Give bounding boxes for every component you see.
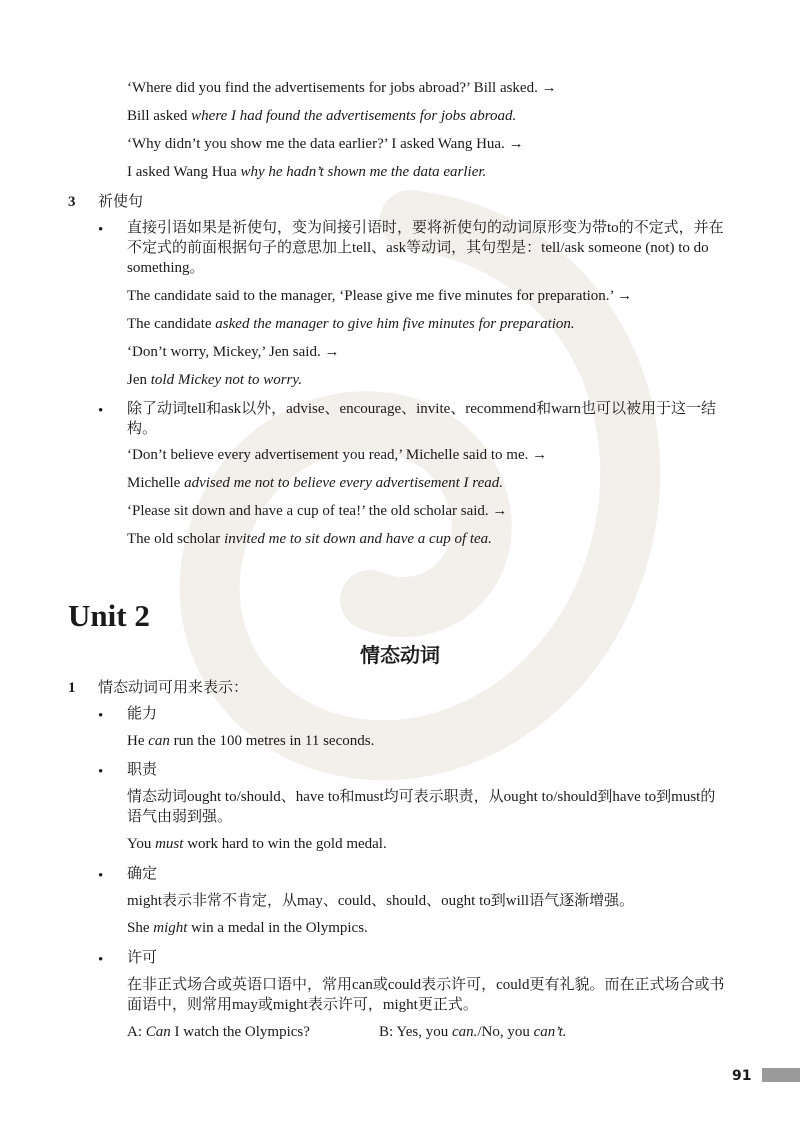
label-permission: 许可: [127, 950, 158, 966]
example-italic: why he hadn’t shown me the data earlier.: [240, 164, 487, 180]
example-italic: must: [155, 836, 184, 852]
example-text: Bill asked: [127, 108, 192, 124]
example-permission-a: [127, 1022, 310, 1042]
example-italic: invited me to sit down and have a cup of tea.: [224, 531, 492, 547]
example-reported-imperative-3: [127, 473, 503, 493]
example-text: The old scholar: [127, 531, 225, 547]
section-title: 情态动词: [360, 643, 440, 667]
example-text: run the 100 metres in 11 seconds.: [169, 733, 375, 749]
example-reported-imperative-4: [127, 529, 492, 549]
example-text: /No, you: [477, 1024, 534, 1040]
page-number-bar: [762, 1068, 800, 1082]
example-direct-imperative-1: The candidate said to the manager, ‘Please give me five minutes for preparation.’ →: [127, 288, 633, 304]
example-text: A:: [127, 1024, 146, 1040]
section-number: 3: [68, 194, 76, 210]
bullet-marker: •: [98, 868, 104, 884]
example-text: Michelle: [127, 475, 185, 491]
label-ability: 能力: [127, 706, 158, 722]
example-text: win a medal in the Olympics.: [187, 920, 368, 936]
example-permission-b: [379, 1022, 567, 1042]
bullet-marker: •: [98, 403, 104, 419]
desc-duty: 情态动词ought to/should、have to和must均可表示职责，从ought to/should到have to到must的语气由弱到强。: [127, 789, 716, 825]
point-text: 情态动词可用来表示：: [98, 680, 249, 696]
label-duty: 职责: [127, 762, 158, 778]
example-text: B: Yes, you: [379, 1024, 452, 1040]
example-duty: [127, 834, 387, 854]
example-text: You: [127, 836, 156, 852]
example-text: She: [127, 920, 154, 936]
example-reported-imperative-2: [127, 370, 302, 390]
example-reported-question-2: [127, 162, 486, 182]
example-text: I asked Wang Hua: [127, 164, 241, 180]
example-italic: can: [148, 733, 170, 749]
example-direct-imperative-2: ‘Don’t worry, Mickey,’ Jen said. →: [127, 344, 340, 360]
bullet-text-other-verbs: 除了动词tell和ask以外，advise、encourage、invite、recommend和warn也可以被用于这一结构。: [127, 401, 717, 437]
example-direct-imperative-3: ‘Don’t believe every advertisement you read,’ Michelle said to me. →: [127, 447, 548, 463]
label-certainty: 确定: [127, 866, 158, 882]
example-direct-question-1: ‘Where did you find the advertisements for jobs abroad?’ Bill asked. →: [127, 80, 557, 96]
desc-permission: 在非正式场合或英语口语中，常用can或could表示许可，could更有礼貌。而在正式场合或书面语中，则常用may或might表示许可，might更正式。: [127, 977, 725, 1013]
example-text: work hard to win the gold medal.: [183, 836, 387, 852]
example-ability: [127, 731, 374, 751]
example-italic: can.: [451, 1024, 478, 1040]
section-heading: 祈使句: [98, 194, 144, 210]
example-text: The candidate: [127, 316, 216, 332]
unit-title: Unit 2: [68, 598, 150, 633]
example-reported-question-1: [127, 106, 516, 126]
example-italic: might: [153, 920, 188, 936]
bullet-marker: •: [98, 222, 104, 238]
example-italic: asked the manager to give him five minutes for preparation.: [215, 316, 575, 332]
example-text: He: [127, 733, 149, 749]
bullet-marker: •: [98, 708, 104, 724]
example-italic: where I had found the advertisements for jobs abroad.: [191, 108, 517, 124]
example-italic: advised me not to believe every advertisement I read.: [184, 475, 503, 491]
example-text: I watch the Olympics?: [170, 1024, 310, 1040]
example-italic: told Mickey not to worry.: [150, 372, 302, 388]
desc-certainty: might表示非常不肯定，从may、could、should、ought to到will语气逐渐增强。: [127, 893, 635, 909]
example-italic: Can: [145, 1024, 171, 1040]
example-reported-imperative-1: [127, 314, 575, 334]
page-number: 91: [732, 1068, 752, 1084]
example-text: Jen: [127, 372, 151, 388]
example-italic: can’t.: [533, 1024, 567, 1040]
example-direct-imperative-4: ‘Please sit down and have a cup of tea!’ the old scholar said. →: [127, 503, 508, 519]
example-certainty: [127, 918, 368, 938]
bullet-marker: •: [98, 952, 104, 968]
point-number: 1: [68, 680, 76, 696]
bullet-marker: •: [98, 764, 104, 780]
example-direct-question-2: ‘Why didn’t you show me the data earlier?’ I asked Wang Hua. →: [127, 136, 524, 152]
bullet-text-imperative: 直接引语如果是祈使句，变为间接引语时，要将祈使句的动词原形变为带to的不定式，并在不定式的前面根据句子的意思加上tell、ask等动词，其句型是：tell/ask someone (not) to do something。: [127, 220, 724, 276]
